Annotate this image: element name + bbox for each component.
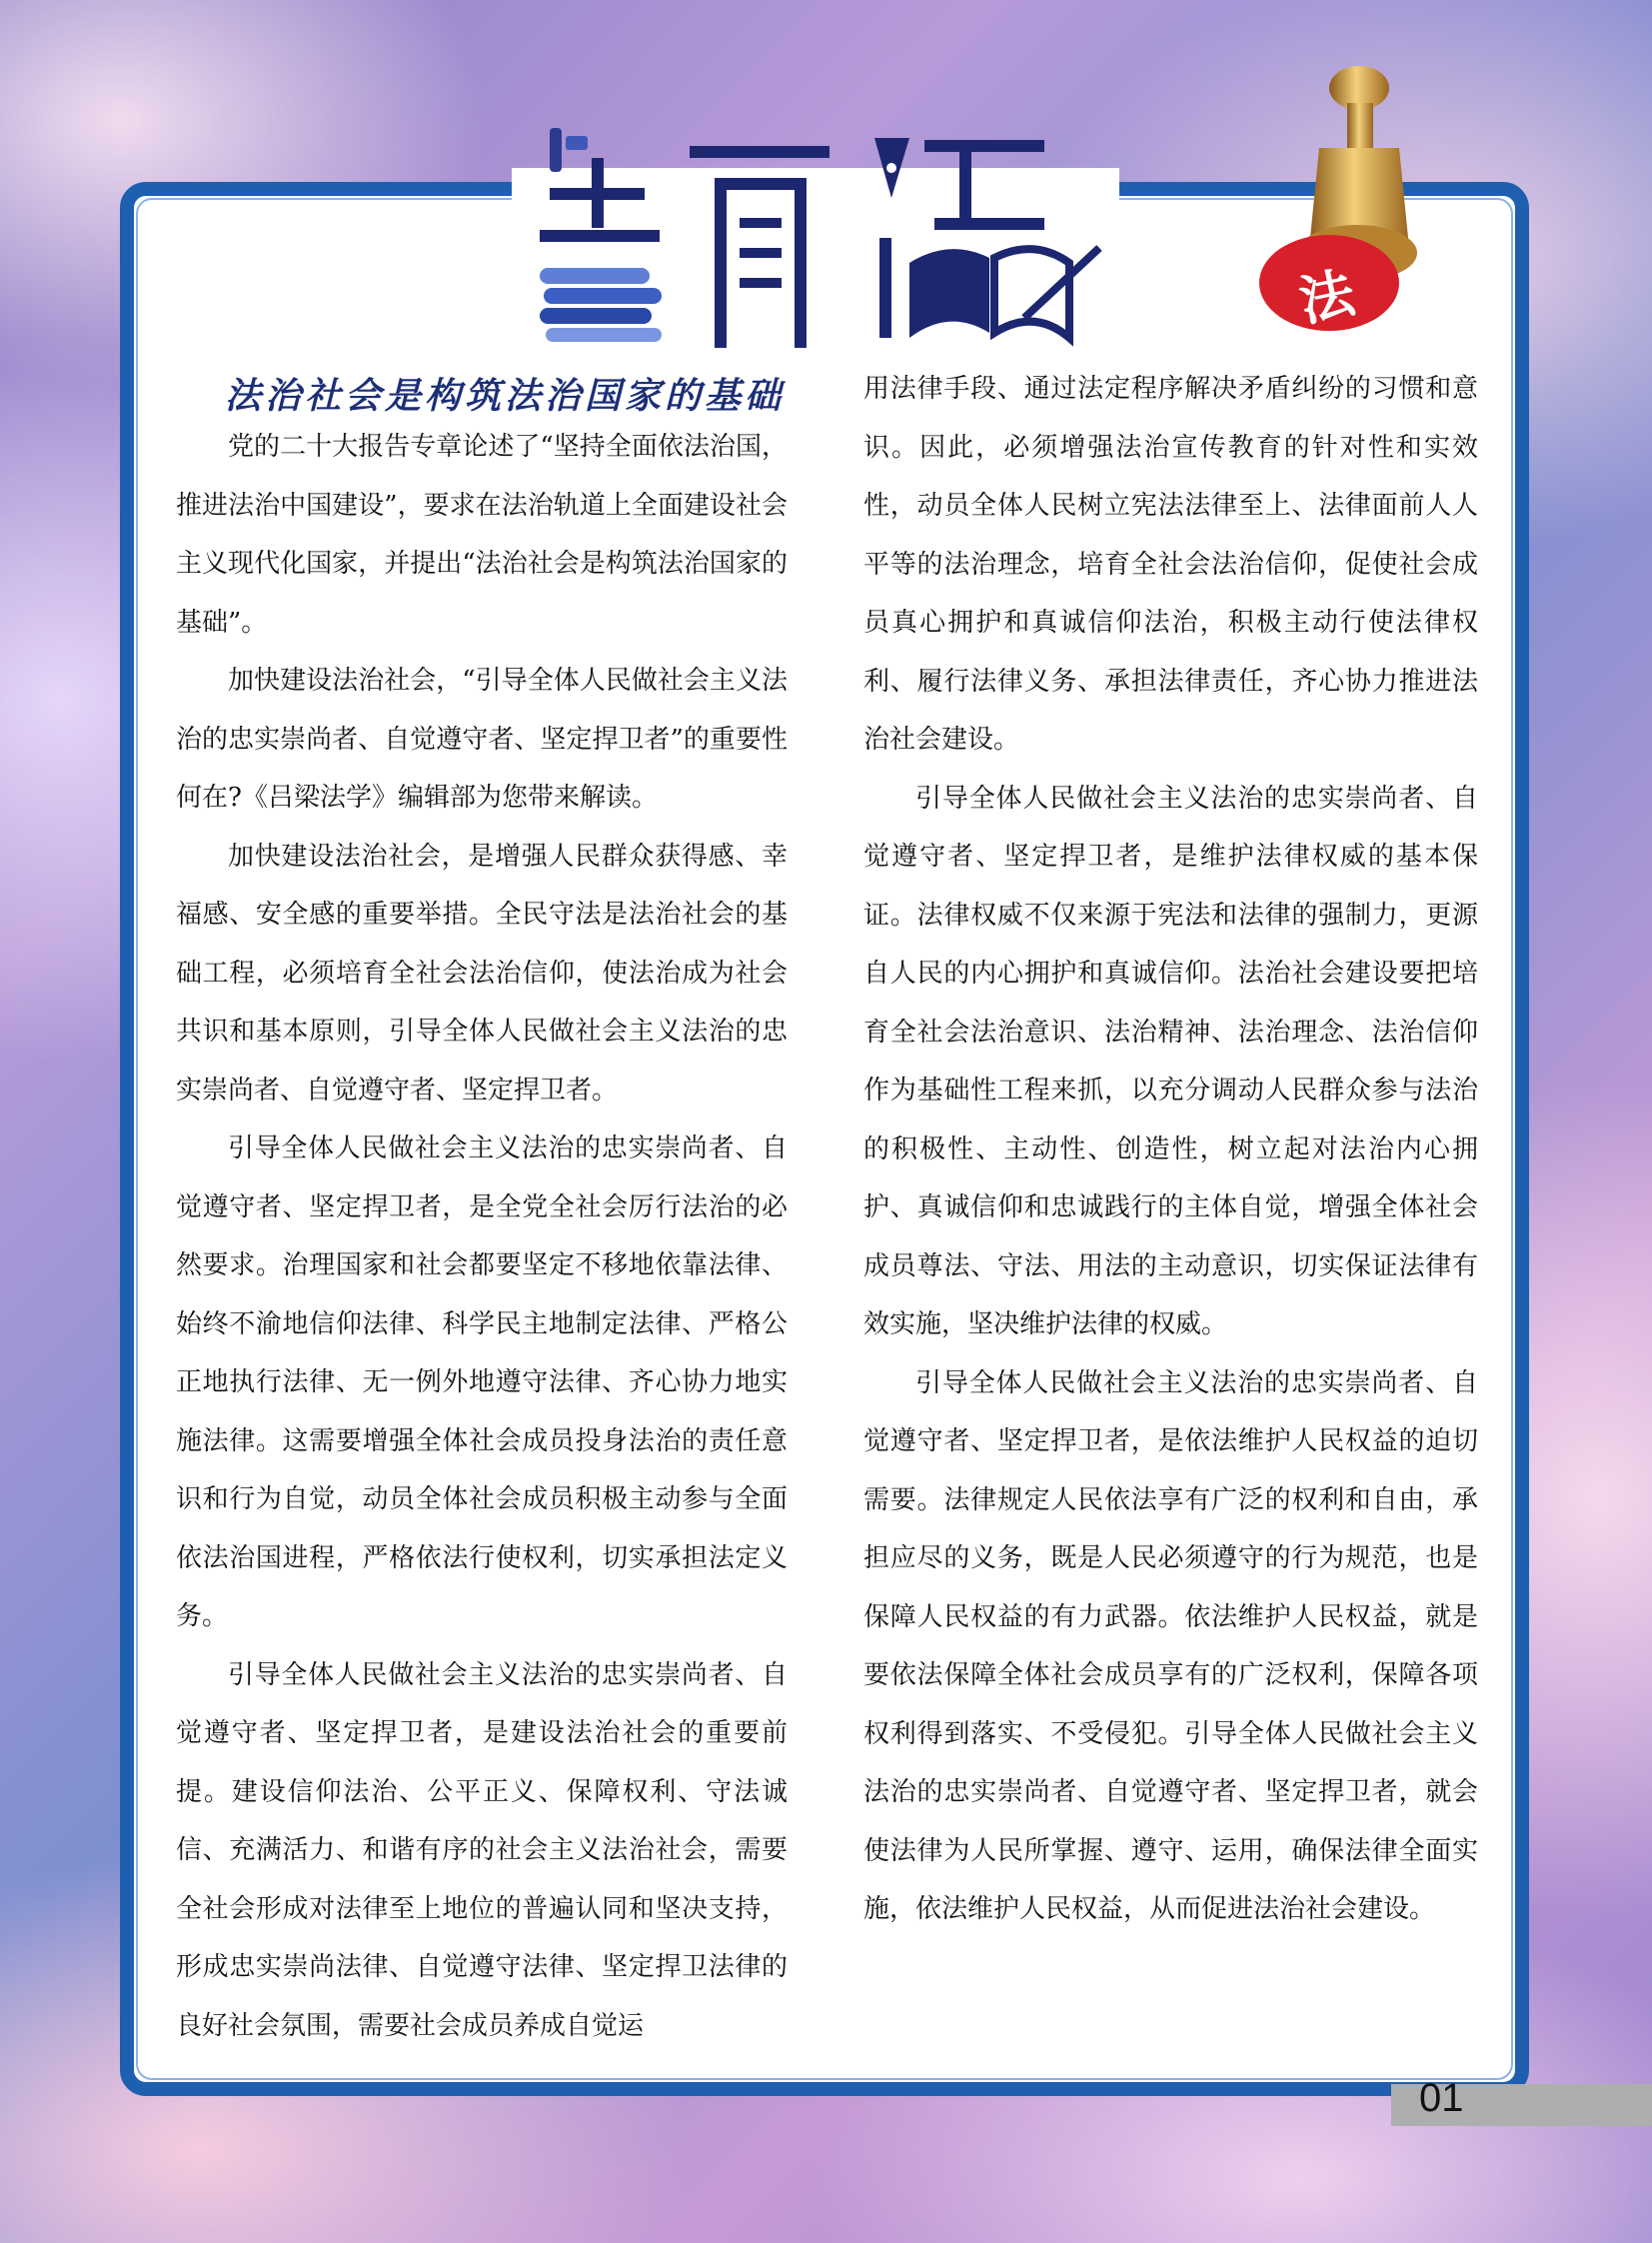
left-column xyxy=(176,418,788,2055)
paragraph: 引导全体人民做社会主义法治的忠实崇尚者、自觉遵守者、坚定捍卫者，是依法维护人民权益的迫切需要。法律规定人民依法享有广泛的权利和自由，承担应尽的义务，既是人民必须遵守的行为规范，也是保障人民权益的有力武器。依法维护人民权益，就是要依法保障全体社会成员享有的广泛权利，保障各项权利得到落实、不受侵犯。引导全体人民做社会主义法治的忠实崇尚者、自觉遵守者、坚定捍卫者，就会使法律为人民所掌握、遵守、运用，确保法律全面实施，依法维护人民权益，从而促进法治社会建设。 xyxy=(863,1367,1478,1924)
pen-icon xyxy=(550,128,588,172)
seal-stamp-character: 法 xyxy=(1293,260,1360,334)
fountain-pen-icon xyxy=(874,138,909,198)
scroll-icon xyxy=(690,146,829,348)
page-number: 01 xyxy=(1419,2076,1464,2120)
paragraph: 加快建设法治社会，“引导全体人民做社会主义法治的忠实崇尚者、自觉遵守者、坚定捍卫者”的重要性何在?《吕梁法学》编辑部为您带来解读。 xyxy=(176,666,788,813)
paragraph: 用法律手段、通过法定程序解决矛盾纠纷的习惯和意识。因此，必须增强法治宣传教育的针对性和实效性，动员全体人民树立宪法法律至上、法律面前人人平等的法治理念，培育全社会法治信仰，促使社会成员真心拥护和真诚信仰法治，积极主动行使法律权利、履行法律义务、承担法律责任，齐心协力推进法治社会建设。 xyxy=(863,374,1478,755)
article-headline: 法治社会是构筑法治国家的基础 xyxy=(225,375,786,417)
paragraph: 引导全体人民做社会主义法治的忠实崇尚者、自觉遵守者、坚定捍卫者，是全党全社会厉行法治的必然要求。治理国家和社会都要坚定不移地依靠法律、始终不渝地信仰法律、科学民主地制定法律、严格公正地执行法律、无一例外地遵守法律、齐心协力地实施法律。这需要增强全体社会成员投身法治的责任意识和行为自觉，动员全体社会成员积极主动参与全面依法治国进程，严格依法行使权利，切实承担法定义务。 xyxy=(176,1133,788,1631)
paragraph: 引导全体人民做社会主义法治的忠实崇尚者、自觉遵守者、坚定捍卫者，是维护法律权威的基本保证。法律权威不仅来源于宪法和法律的强制力，更源自人民的内心拥护和真诚信仰。法治社会建设要把培育全社会法治意识、法治精神、法治理念、法治信仰作为基础性工程来抓，以充分调动人民群众参与法治的积极性、主动性、创造性，树立起对法治内心拥护、真诚信仰和忠诚践行的主体自觉，增强全体社会成员尊法、守法、用法的主动意识，切实保证法律有效实施，坚决维护法律的权威。 xyxy=(863,783,1478,1339)
paragraph: 加快建设法治社会，是增强人民群众获得感、幸福感、安全感的重要举措。全民守法是法治社会的基础工程，必须培育全社会法治信仰，使法治成为社会共识和基本原则，引导全体人民做社会主义法治的忠实崇尚者、自觉遵守者、坚定捍卫者。 xyxy=(176,841,788,1106)
paragraph: 党的二十大报告专章论述了“坚持全面依法治国，推进法治中国建设”，要求在法治轨道上全面建设社会主义现代化国家，并提出“法治社会是构筑法治国家的基础”。 xyxy=(176,432,788,638)
paragraph: 引导全体人民做社会主义法治的忠实崇尚者、自觉遵守者、坚定捍卫者，是建设法治社会的重要前提。建设信仰法治、公平正义、保障权利、守法诚信、充满活力、和谐有序的社会主义法治社会，需要全社会形成对法律至上地位的普遍认同和坚决支持，形成忠实崇尚法律、自觉遵守法律、坚定捍卫法律的良好社会氛围，需要社会成员养成自觉运 xyxy=(176,1659,788,2041)
open-book-icon xyxy=(909,248,1099,338)
right-column xyxy=(863,360,1478,1939)
books-icon xyxy=(540,268,662,342)
masthead-logo xyxy=(540,118,1129,358)
